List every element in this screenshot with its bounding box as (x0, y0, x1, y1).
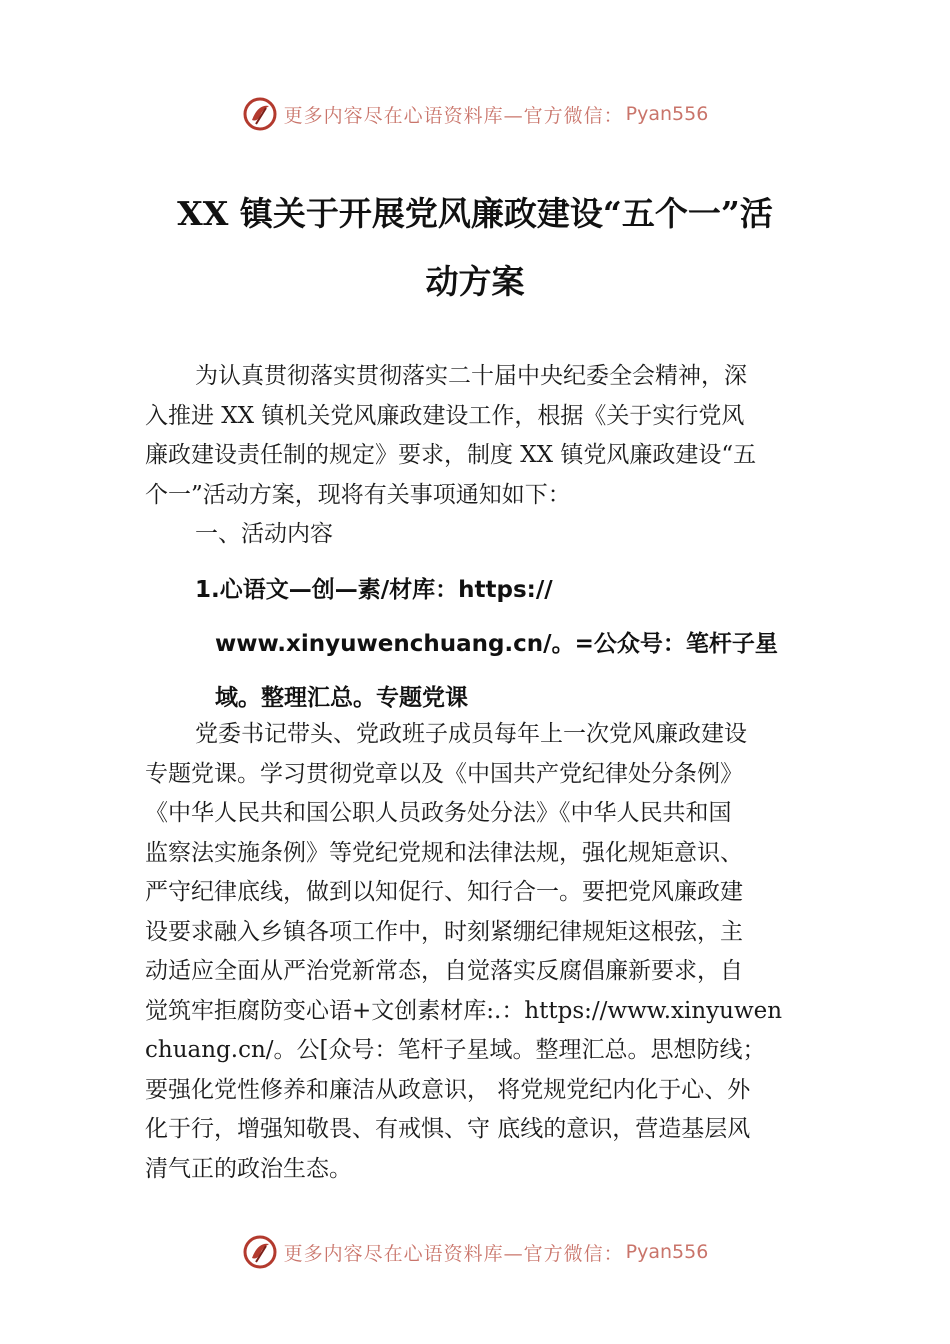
body-line: 设要求融入乡镇各项工作中，时刻紧绷纪律规矩这根弦，主 (145, 918, 743, 945)
subsection-heading-line-3: 域。整理汇总。专题党课 (215, 685, 468, 711)
subsection-heading-line-2: www.xinyuwenchuang.cn/。=公众号：笔杆子星 (215, 631, 778, 657)
body-line: 化于行，增强知敬畏、有戒惧、守 底线的意识，营造基层风 (145, 1116, 751, 1142)
body-line: 党委书记带头、党政班子成员每年上一次党风廉政建设 (195, 721, 747, 747)
footer-banner (0, 1232, 950, 1272)
section-heading: 一、活动内容 (195, 521, 333, 547)
subsection-heading-line-1: 1.心语文—创—素/材库：https:// (195, 577, 553, 603)
banner-wechat-id: Pyan556 (625, 1241, 709, 1263)
body-paragraph (145, 715, 825, 1189)
intro-line: 廉政建设责任制的规定》要求，制度 XX 镇党风廉政建设“五 (145, 442, 757, 468)
body-line: 严守纪律底线，做到以知促行、知行合一。要把党风廉政建 (145, 879, 743, 905)
header-banner (0, 94, 950, 134)
document-title-line-1: XX 镇关于开展党风廉政建设“五个一”活 (177, 194, 773, 233)
banner-wechat-id: Pyan556 (625, 103, 709, 125)
banner-text: 更多内容尽在心语资料库—官方微信： (283, 1242, 624, 1265)
intro-line: 入推进 XX 镇机关党风廉政建设工作，根据《关于实行党风 (145, 402, 745, 429)
intro-line: 为认真贯彻落实贯彻落实二十届中央纪委全会精神，深 (195, 363, 747, 389)
body-line: 监察法实施条例》等党纪党规和法律法规，强化规矩意识、 (145, 839, 743, 866)
body-line: 要强化党性修养和廉洁从政意识， 将党规党纪内化于心、外 (145, 1076, 751, 1103)
intro-paragraph (145, 357, 825, 555)
body-line: 觉筑牢拒腐防变心语+文创素材库:.：https://www.xinyuwen (145, 997, 783, 1024)
body-line: 清气正的政治生态。 (145, 1155, 352, 1182)
document-title-line-2: 动方案 (425, 262, 525, 301)
body-line: 《中华人民共和国公职人员政务处分法》《中华人民共和国 (145, 800, 732, 826)
intro-line: 个一”活动方案，现将有关事项通知如下： (145, 481, 571, 508)
body-line: 动适应全面从严治党新常态，自觉落实反腐倡廉新要求，自 (145, 958, 743, 984)
banner-text: 更多内容尽在心语资料库—官方微信： (283, 104, 624, 127)
body-line: chuang.cn/。公[众号：笔杆子星域。整理汇总。思想防线； (145, 1037, 766, 1063)
logo-icon (242, 1234, 278, 1270)
logo-icon (242, 96, 278, 132)
body-line: 专题党课。学习贯彻党章以及《中国共产党纪律处分条例》 (145, 760, 743, 787)
